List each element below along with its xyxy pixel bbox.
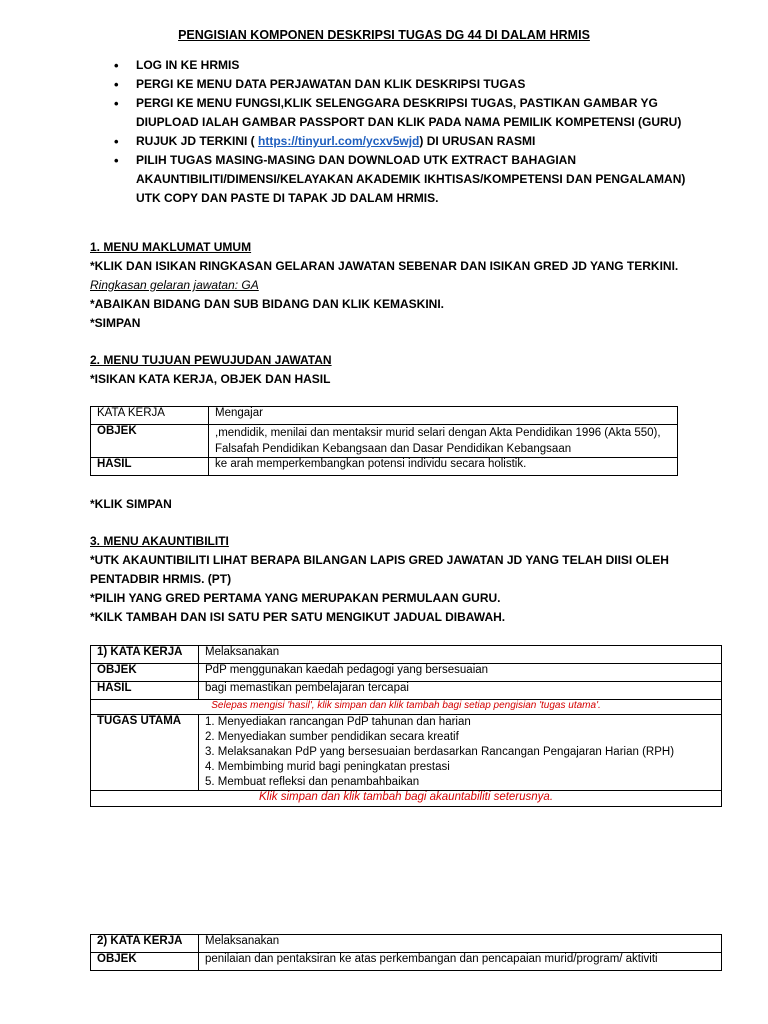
table-label: OBJEK	[91, 425, 209, 458]
tugas-item: 1. Menyediakan rancangan PdP tahunan dan harian	[205, 716, 471, 728]
table-value: ,mendidik, menilai dan mentaksir murid selari dengan Akta Pendidikan 1996 (Akta 550), Falsafah Pendidikan Kebangsaan dan Dasar Pendidikan Kebangsaan	[209, 425, 678, 458]
table-label: TUGAS UTAMA	[91, 715, 199, 791]
bullet-icon: •	[114, 96, 119, 111]
table-row	[91, 646, 722, 664]
jd-link[interactable]: https://tinyurl.com/ycxv5wjd	[258, 134, 420, 148]
table-value: Mengajar	[209, 407, 678, 425]
list-item-text: PERGI KE MENU DATA PERJAWATAN DAN KLIK DESKRIPSI TUGAS	[136, 77, 526, 91]
bullet-icon: •	[114, 134, 119, 149]
section1-note: Ringkasan gelaran jawatan: GA	[90, 278, 259, 292]
page-title: PENGISIAN KOMPONEN DESKRIPSI TUGAS DG 44 DI DALAM HRMIS	[178, 28, 590, 42]
table-value: bagi memastikan pembelajaran tercapai	[199, 682, 722, 700]
tugas-list	[199, 715, 722, 791]
table-row	[91, 664, 722, 682]
table-label: OBJEK	[91, 953, 199, 971]
akauntibiliti-table-2	[90, 934, 722, 971]
list-item	[90, 151, 690, 208]
table-value: Melaksanakan	[199, 935, 722, 953]
table-row	[91, 715, 722, 791]
tugas-item: 5. Membuat refleksi dan penambahbaikan	[205, 776, 420, 788]
list-item	[90, 132, 690, 151]
table-label: HASIL	[91, 682, 199, 700]
list-item-text: LOG IN KE HRMIS	[136, 58, 240, 72]
table-row	[91, 791, 722, 807]
table-row	[91, 407, 678, 425]
tujuan-table	[90, 406, 678, 476]
table-row	[91, 682, 722, 700]
table-row	[91, 935, 722, 953]
section3-instruction: *UTK AKAUNTIBILITI LIHAT BERAPA BILANGAN LAPIS GRED JAWATAN JD YANG TELAH DIISI OLEH PENTADBIR HRMIS. (PT)	[90, 553, 669, 586]
table-label: 1) KATA KERJA	[91, 646, 199, 664]
bullet-icon: •	[114, 58, 119, 73]
list-item-text: PERGI KE MENU FUNGSI,KLIK SELENGGARA DESKRIPSI TUGAS, PASTIKAN GAMBAR YG DIUPLOAD IALAH GAMBAR PASSPORT DAN KLIK PADA NAMA PEMILIK KOMPETENSI (GURU)	[136, 96, 682, 129]
table-value: Melaksanakan	[199, 646, 722, 664]
instruction-list	[90, 56, 690, 208]
list-item	[90, 75, 690, 94]
table-note: Selepas mengisi 'hasil', klik simpan dan klik tambah bagi setiap pengisian 'tugas utama'.	[91, 700, 722, 715]
section2-after: *KLIK SIMPAN	[90, 497, 172, 511]
section3-heading: 3. MENU AKAUNTIBILITI	[90, 534, 229, 548]
section1-instruction: *SIMPAN	[90, 316, 141, 330]
table-label: HASIL	[91, 458, 209, 476]
section1-instruction: *ABAIKAN BIDANG DAN SUB BIDANG DAN KLIK KEMASKINI.	[90, 297, 444, 311]
section3-instruction: *KILK TAMBAH DAN ISI SATU PER SATU MENGIKUT JADUAL DIBAWAH.	[90, 610, 506, 624]
table-row	[91, 953, 722, 971]
list-item-text: PILIH TUGAS MASING-MASING DAN DOWNLOAD UTK EXTRACT BAHAGIAN AKAUNTIBILITI/DIMENSI/KELAYAKAN AKADEMIK IKHTISAS/KOMPETENSI DAN PENGALAMAN) UTK COPY DAN PASTE DI TAPAK JD DALAM HRMIS.	[136, 153, 686, 205]
table-value: PdP menggunakan kaedah pedagogi yang bersesuaian	[199, 664, 722, 682]
section2-instruction: *ISIKAN KATA KERJA, OBJEK DAN HASIL	[90, 372, 331, 386]
section3-instruction: *PILIH YANG GRED PERTAMA YANG MERUPAKAN PERMULAAN GURU.	[90, 591, 501, 605]
list-item-text: RUJUK JD TERKINI (	[136, 134, 259, 148]
list-item	[90, 56, 690, 75]
list-item-text: ) DI URUSAN RASMI	[419, 134, 536, 148]
section1-instruction: *KLIK DAN ISIKAN RINGKASAN GELARAN JAWATAN SEBENAR DAN ISIKAN GRED JD YANG TERKINI.	[90, 259, 679, 273]
section2-heading: 2. MENU TUJUAN PEWUJUDAN JAWATAN	[90, 353, 332, 367]
section1-heading: 1. MENU MAKLUMAT UMUM	[90, 240, 252, 254]
table-label: 2) KATA KERJA	[91, 935, 199, 953]
tugas-item: 3. Melaksanakan PdP yang bersesuaian berdasarkan Rancangan Pengajaran Harian (RPH)	[205, 746, 675, 758]
akauntibiliti-table-1	[90, 645, 722, 807]
list-item	[90, 94, 690, 132]
tugas-item: 4. Membimbing murid bagi peningkatan prestasi	[205, 761, 450, 773]
table-row	[91, 425, 678, 458]
table-value: ke arah memperkembangkan potensi individu secara holistik.	[209, 458, 678, 476]
table-label: OBJEK	[91, 664, 199, 682]
table-value: penilaian dan pentaksiran ke atas perkembangan dan pencapaian murid/program/ aktiviti	[199, 953, 722, 971]
table-row	[91, 700, 722, 715]
bullet-icon: •	[114, 153, 119, 168]
table-footer-note: Klik simpan dan klik tambah bagi akauntabiliti seterusnya.	[91, 791, 722, 807]
bullet-icon: •	[114, 77, 119, 92]
table-row	[91, 458, 678, 476]
tugas-item: 2. Menyediakan sumber pendidikan secara kreatif	[205, 731, 459, 743]
table-label: KATA KERJA	[91, 407, 209, 425]
